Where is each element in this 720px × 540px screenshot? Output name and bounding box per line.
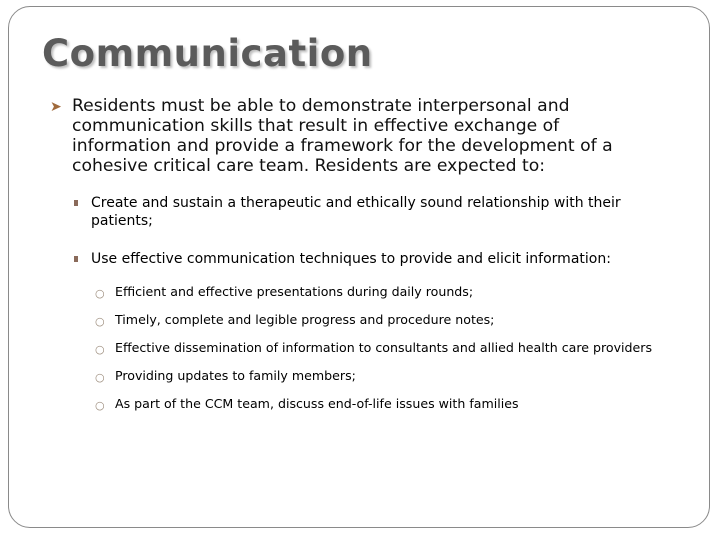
sub-list-item-text: Timely, complete and legible progress and procedure notes; [115,312,495,327]
slide-body [48,96,658,424]
sub-list-item [48,368,658,383]
square-bullet-icon [74,256,78,262]
sub-bullet-list [48,284,658,411]
circle-bullet-icon: ○ [95,315,105,328]
bullet-list [48,194,658,411]
intro-bullet [48,96,658,176]
list-item-text: Use effective communication techniques to provide and elicit information: [91,251,611,267]
circle-bullet-icon: ○ [95,399,105,412]
slide-title: Communication [42,32,373,75]
list-item-text: Create and sustain a therapeutic and ethically sound relationship with their patients; [91,195,621,229]
sub-list-item-text: Efficient and effective presentations during daily rounds; [115,284,474,299]
circle-bullet-icon: ○ [95,343,105,356]
circle-bullet-icon: ○ [95,371,105,384]
list-item [48,250,658,268]
square-bullet-icon [74,200,78,206]
circle-bullet-icon: ○ [95,287,105,300]
sub-list-item-text: Providing updates to family members; [115,368,356,383]
sub-list-item [48,340,658,355]
sub-list-item-text: Effective dissemination of information to consultants and allied health care providers [115,340,653,355]
arrow-bullet-icon: ➤ [50,99,62,115]
list-item [48,194,658,230]
sub-list-item [48,312,658,327]
intro-text: Residents must be able to demonstrate interpersonal and communication skills that result in effective exchange of information and provide a framework for the development of a cohesive critical care team. Residents are expected to: [72,96,613,176]
sub-list-item [48,396,658,411]
sub-list-item-text: As part of the CCM team, discuss end-of-life issues with families [115,396,519,411]
sub-list-item [48,284,658,299]
